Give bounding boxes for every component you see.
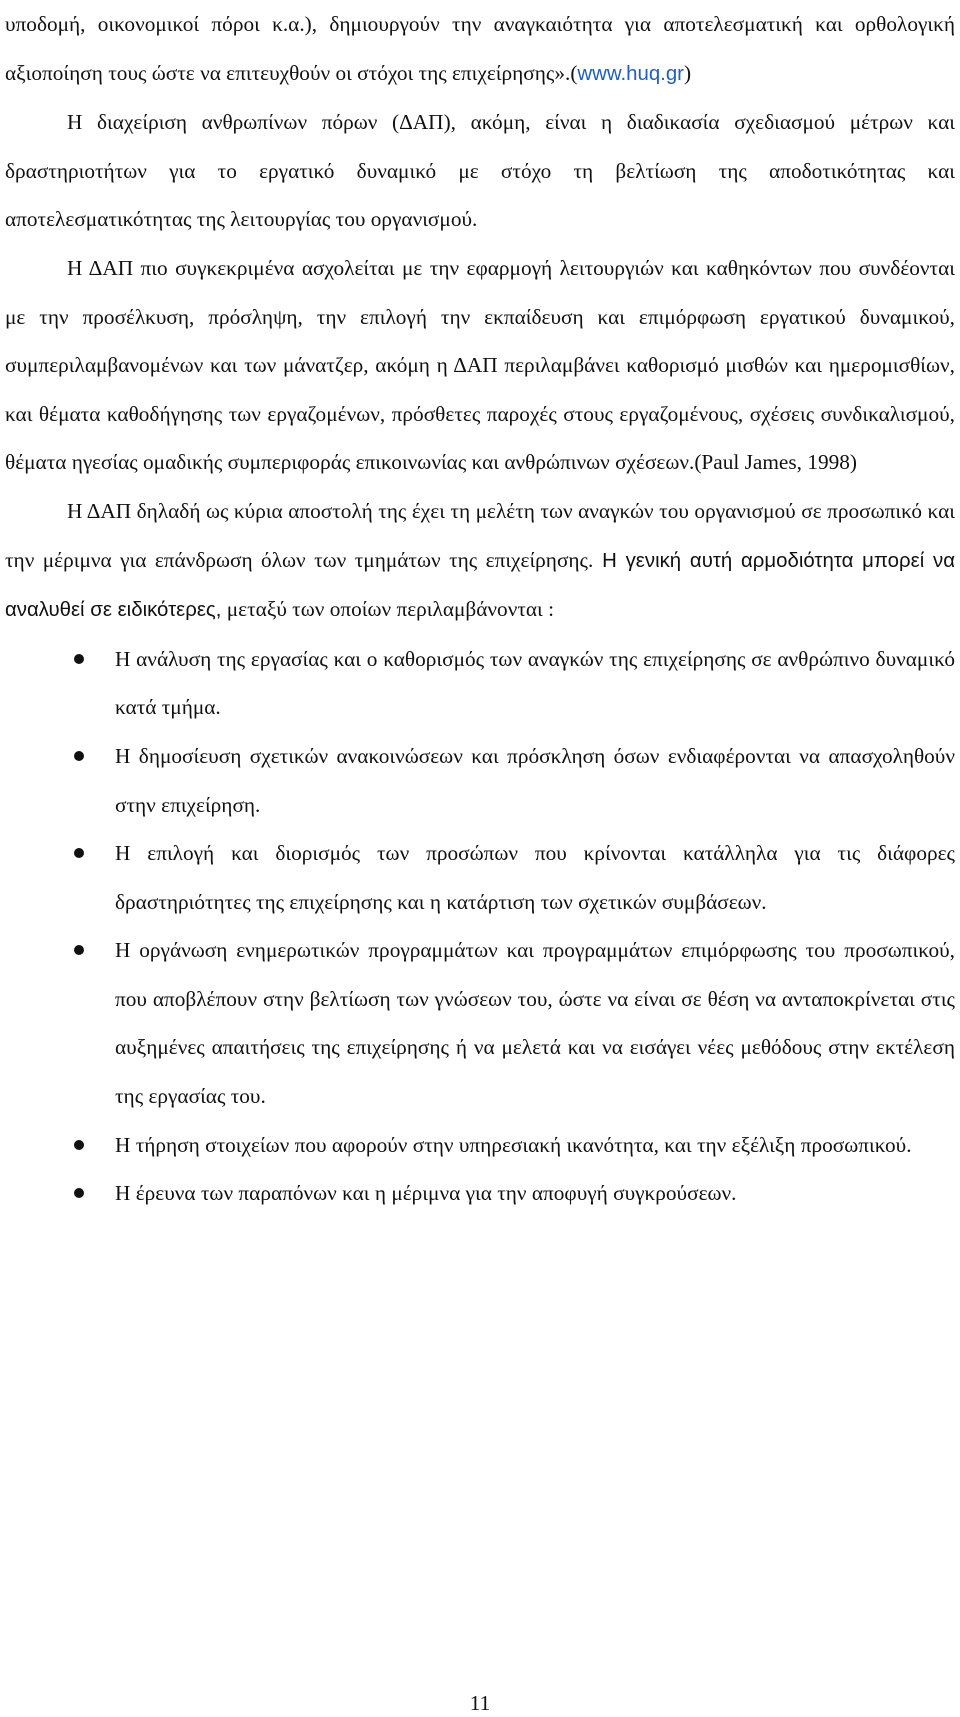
paragraph-hrm-mission-sans: Η γενική αυτή αρμοδιότητα μπορεί να αναλυθεί σε ειδικότερες, [5,549,955,622]
list-item [5,1169,955,1218]
paragraph-continuation [5,0,955,98]
bullet-icon [74,751,84,761]
paragraph-continuation-close: ) [683,60,692,85]
paragraph-hrm-mission-serif: Η ΔΑΠ δηλαδή ως κύρια αποστολή της έχει τη μελέτη των αναγκών του οργανισμού σε προσωπικό και την μέριμνα για επάνδρωση όλων των τμημάτων της επιχείρησης. [5,498,955,572]
body-text [5,0,955,1218]
list-item [5,732,955,829]
list-item-text: Η οργάνωση ενημερωτικών προγραμμάτων και προγραμμάτων επιμόρφωσης του προσωπικού, που αποβλέπουν στην βελτίωση των γνώσεων του, ώστε να είναι σε θέση να ανταποκρίνεται στις αυξημένες απαιτήσεις της επιχείρησης ή να μελετά και να εισάγει νέες μεθόδους στην εκτέλεση της εργασίας του. [115,938,955,1109]
list-item [5,926,955,1120]
responsibilities-list [5,635,955,1218]
page-number: 11 [469,1691,491,1715]
list-item [5,829,955,926]
bullet-icon [74,654,84,664]
paragraph-hrm-mission-tail: μεταξύ των οποίων περιλαμβάνονται : [221,597,555,622]
bullet-icon [74,945,84,955]
paragraph-continuation-text: υποδομή, οικονομικοί πόροι κ.α.), δημιουργούν την αναγκαιότητα για αποτελεσματική και ορθολογική αξιοποίηση τους ώστε να επιτευχθούν οι στόχοι της επιχείρησης».( [5,12,955,85]
list-item-text: Η ανάλυση της εργασίας και ο καθορισμός των αναγκών της επιχείρησης σε ανθρώπινο δυναμικό κατά τμήμα. [115,646,955,720]
list-item-text: Η επιλογή και διορισμός των προσώπων που κρίνονται κατάλληλα για τις διάφορες δραστηριότητες της επιχείρησης και η κατάρτιση των σχετικών συμβάσεων. [115,841,955,914]
list-item [5,635,955,732]
bullet-icon [74,1188,84,1198]
bullet-icon [74,848,84,858]
list-item-text: Η τήρηση στοιχείων που αφορούν στην υπηρεσιακή ικανότητα, και την εξέλιξη προσωπικού. [115,1132,912,1157]
bullet-icon [74,1140,84,1150]
paragraph-hrm-mission [5,487,955,635]
paragraph-hrm-functions: Η ΔΑΠ πιο συγκεκριμένα ασχολείται με την εφαρμογή λειτουργιών και καθηκόντων που συνδέονται με την προσέλκυση, πρόσληψη, την επιλογή την εκπαίδευση και επιμόρφωση εργατικού δυναμικού, συμπεριλαμβανομένων και των μάνατζερ, ακόμη η ΔΑΠ περιλαμβάνει καθορισμό μισθών και ημερομισθίων, και θέματα καθοδήγησης των εργαζομένων, πρόσθετες παροχές στους εργαζομένους, σχέσεις συνδικαλισμού, θέματα ηγεσίας ομαδικής συμπεριφοράς επικοινωνίας και ανθρώπινων σχέσεων.(Paul James, 1998) [5,255,955,475]
list-item [5,1121,955,1170]
list-item-text: Η δημοσίευση σχετικών ανακοινώσεων και πρόσκληση όσων ενδιαφέρονται να απασχοληθούν στην επιχείρηση. [115,743,955,817]
paragraph-hrm-definition: Η διαχείριση ανθρωπίνων πόρων (ΔΑΠ), ακόμη, είναι η διαδικασία σχεδιασμού μέτρων και δραστηριοτήτων για το εργατικό δυναμικό με στόχο τη βελτίωση της αποδοτικότητας και αποτελεσματικότητας της λειτουργίας του οργανισμού. [5,110,955,232]
website-link[interactable]: www.huq.gr [577,62,684,85]
list-item-text: Η έρευνα των παραπόνων και η μέριμνα για την αποφυγή συγκρούσεων. [115,1181,737,1206]
